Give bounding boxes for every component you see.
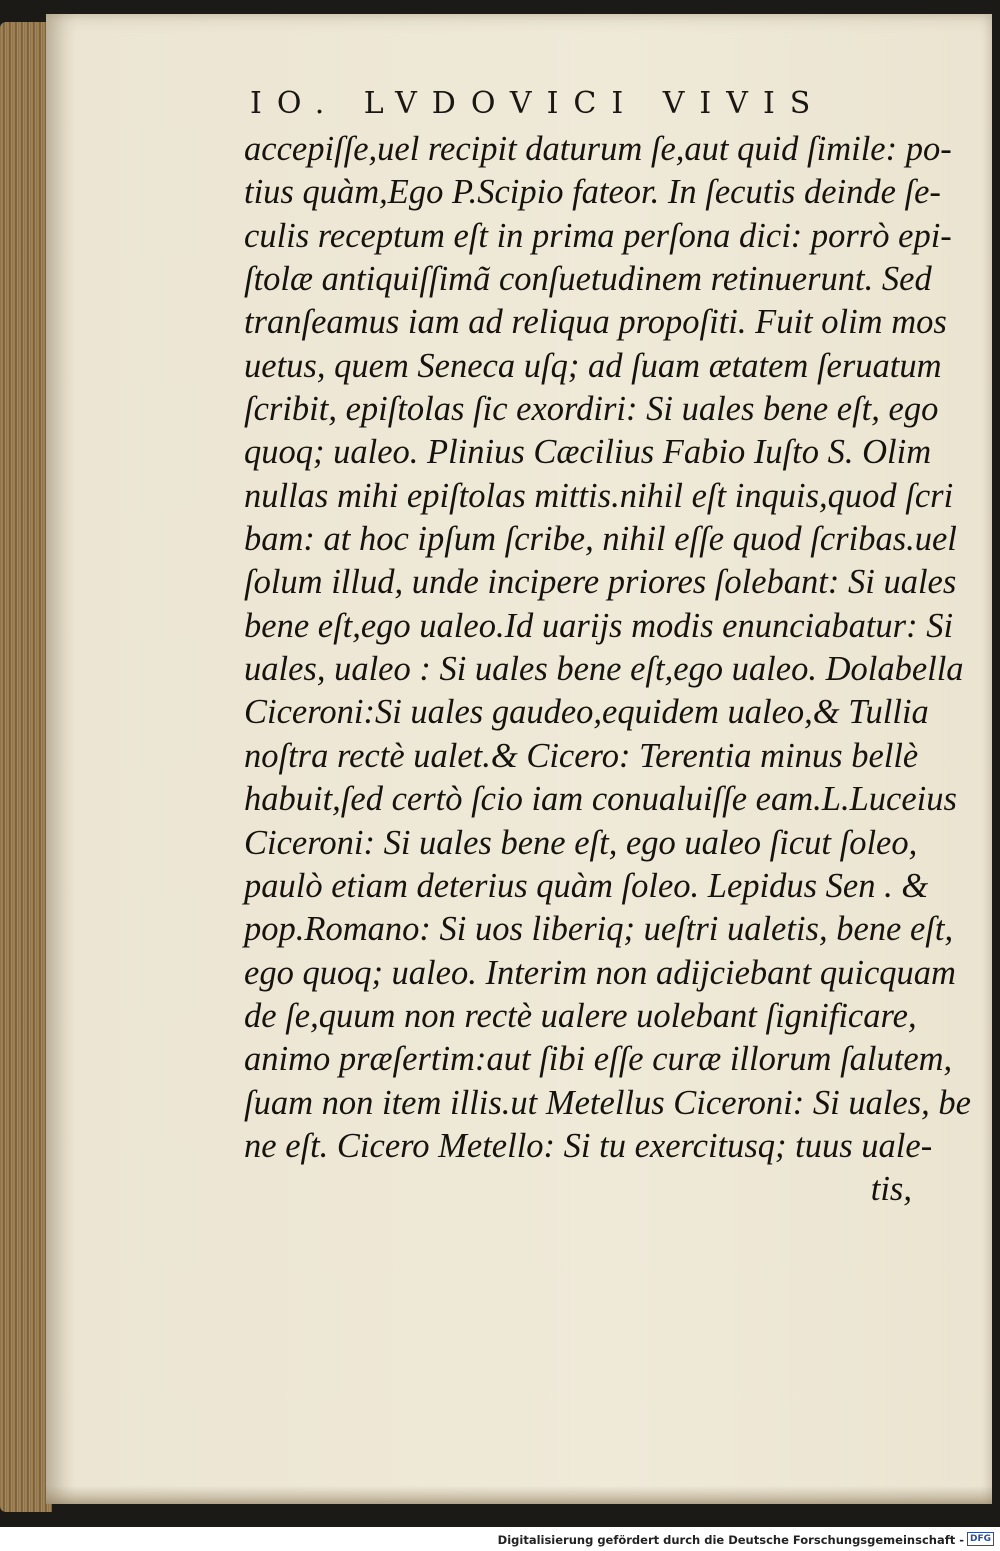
text-line: ſuam non item illis.ut Metellus Ciceroni: Si uales, be (244, 1083, 971, 1122)
text-line: ego quoq; ualeo. Interim non adijciebant quicquam (244, 953, 956, 992)
text-line: paulò etiam deterius quàm ſoleo. Lepidus Sen . & (244, 866, 929, 905)
text-line: uetus, quem Seneca uſq; ad ſuam ætatem ſeruatum (244, 346, 942, 385)
digitization-footer (0, 1527, 1000, 1551)
text-block (244, 128, 971, 1212)
text-line: ſolum illud, unde incipere priores ſolebant: Si uales (244, 563, 957, 602)
text-line: Ciceroni: Si uales bene eſt, ego ualeo ſicut ſoleo, (244, 823, 918, 862)
text-line: tranſeamus iam ad reliqua propoſiti. Fuit olim mos (244, 303, 947, 342)
text-line: bam: at hoc ipſum ſcribe, nihil eſſe quod ſcribas.uel (244, 520, 957, 559)
text-line: animo præſertim:aut ſibi eſſe curæ illorum ſalutem, (244, 1040, 953, 1079)
text-line: de ſe,quum non rectè ualere uolebant ſignificare, (244, 996, 917, 1035)
running-head: IO. LVDOVICI VIVIS (250, 86, 826, 121)
funding-credit: Digitalisierung gefördert durch die Deutsche Forschungsgemeinschaft - (497, 1533, 964, 1547)
text-line: nullas mihi epiſtolas mittis.nihil eſt inquis,quod ſcri (244, 476, 954, 515)
text-line: habuit,ſed certò ſcio iam conualuiſſe eam.L.Luceius (244, 780, 957, 819)
text-line: culis receptum eſt in prima perſona dici: porrò epi- (244, 216, 952, 255)
text-line: quoq; ualeo. Plinius Cæcilius Fabio Iuſto S. Olim (244, 433, 932, 472)
text-line: pop.Romano: Si uos liberiq; ueſtri ualetis, bene eſt, (244, 910, 954, 949)
text-line: tius quàm,Ego P.Scipio fateor. In ſecutis deinde ſe- (244, 173, 941, 212)
dfg-logo-icon: DFG (967, 1532, 994, 1546)
text-line: uales, ualeo : Si uales bene eſt,ego ualeo. Dolabella (244, 650, 964, 689)
book-fore-edge (0, 22, 52, 1512)
text-line: ſcribit, epiſtolas ſic exordiri: Si uales bene eſt, ego (244, 390, 939, 429)
text-line: ſtolæ antiquiſſimã conſuetudinem retinuerunt. Sed (244, 260, 932, 299)
catchword: tis, (870, 1170, 912, 1209)
text-line: noſtra rectè ualet.& Cicero: Terentia minus bellè (244, 736, 919, 775)
text-line: bene eſt,ego ualeo.Id uarijs modis enunciabatur: Si (244, 606, 954, 645)
text-line: accepiſſe,uel recipit daturum ſe,aut quid ſimile: po- (244, 130, 952, 168)
text-line: Ciceroni:Si uales gaudeo,equidem ualeo,& Tullia (244, 693, 929, 732)
text-line: ne eſt. Cicero Metello: Si tu exercitusq; tuus uale- (244, 1126, 933, 1165)
